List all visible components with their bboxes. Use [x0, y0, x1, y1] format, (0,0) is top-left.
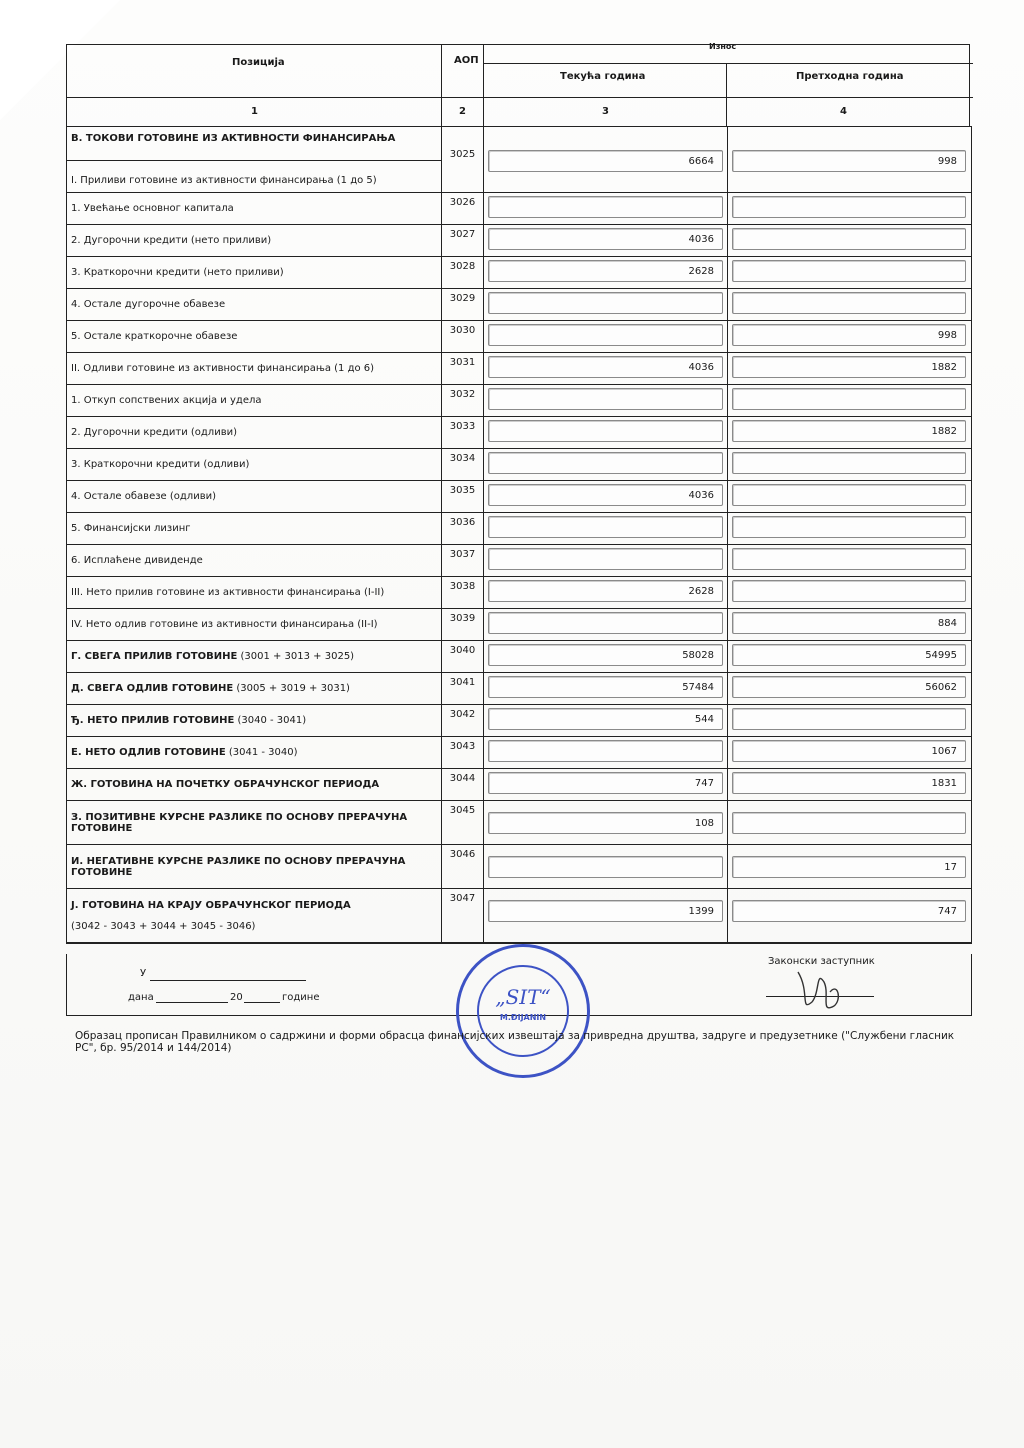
row-label: 1. Увећање основног капитала	[67, 193, 442, 224]
table-row	[67, 641, 971, 673]
aop-code: 3043	[442, 737, 484, 768]
table-row	[67, 353, 971, 385]
table-row	[67, 513, 971, 545]
header-col3: 3	[602, 106, 609, 117]
table-row	[67, 417, 971, 449]
aop-code: 3039	[442, 609, 484, 640]
previous-year-value	[732, 452, 966, 474]
aop-code: 3029	[442, 289, 484, 320]
table-row	[67, 845, 971, 889]
footer-note: Образац прописан Правилником о садржини и форми обрасца финансијских извештаја за привредна друштва, задруге и предузетнике ("Службени гласник РС", бр. 95/2014 и 144/2014)	[75, 1030, 955, 1054]
table-row	[67, 769, 971, 801]
place-line[interactable]	[150, 980, 306, 981]
row-label: 3. Краткорочни кредити (нето приливи)	[67, 257, 442, 288]
table-row	[67, 545, 971, 577]
row-label: Д. СВЕГА ОДЛИВ ГОТОВИНЕ (3005 + 3019 + 3031)	[67, 673, 442, 704]
previous-year-value	[732, 548, 966, 570]
previous-year-value: 17	[732, 856, 966, 878]
current-year-value	[488, 516, 723, 538]
previous-year-value: 998	[732, 150, 966, 172]
current-year-value	[488, 196, 723, 218]
aop-code: 3034	[442, 449, 484, 480]
row-label: 4. Остале обавезе (одливи)	[67, 481, 442, 512]
table-row	[67, 385, 971, 417]
previous-year-value	[732, 292, 966, 314]
row-label: Ђ. НЕТО ПРИЛИВ ГОТОВИНЕ (3040 - 3041)	[67, 705, 442, 736]
current-year-value: 108	[488, 812, 723, 834]
table-row	[67, 257, 971, 289]
current-year-value: 4036	[488, 356, 723, 378]
previous-year-value	[732, 260, 966, 282]
aop-code: 3032	[442, 385, 484, 416]
stamp-city: M.ĐIJANIN	[499, 1013, 547, 1022]
previous-year-value: 1882	[732, 420, 966, 442]
table-row	[67, 127, 971, 193]
row-label: 1. Откуп сопствених акција и удела	[67, 385, 442, 416]
aop-code: 3035	[442, 481, 484, 512]
current-year-value: 544	[488, 708, 723, 730]
header-pozicija: Позиција	[232, 57, 285, 68]
row-label: Е. НЕТО ОДЛИВ ГОТОВИНЕ (3041 - 3040)	[67, 737, 442, 768]
header-col4: 4	[840, 106, 847, 117]
header-tekuca: Текућа година	[560, 71, 646, 82]
aop-code: 3042	[442, 705, 484, 736]
header-prethodna: Претходна година	[796, 71, 904, 82]
previous-year-value	[732, 580, 966, 602]
place-label: У	[140, 968, 147, 979]
aop-code: 3036	[442, 513, 484, 544]
current-year-value	[488, 612, 723, 634]
previous-year-value	[732, 812, 966, 834]
previous-year-value: 1882	[732, 356, 966, 378]
aop-code: 3037	[442, 545, 484, 576]
previous-year-value	[732, 484, 966, 506]
current-year-value: 2628	[488, 260, 723, 282]
legal-representative-label: Законски заступник	[768, 956, 875, 967]
handwritten-signature	[790, 962, 850, 1018]
section-title: В. ТОКОВИ ГОТОВИНЕ ИЗ АКТИВНОСТИ ФИНАНСИРАЊА	[67, 127, 441, 161]
table-row	[67, 193, 971, 225]
previous-year-value: 884	[732, 612, 966, 634]
table-row	[67, 609, 971, 641]
aop-code: 3045	[442, 801, 484, 844]
aop-code: 3027	[442, 225, 484, 256]
table-row	[67, 225, 971, 257]
company-stamp	[456, 944, 590, 1078]
current-year-value: 58028	[488, 644, 723, 666]
row-label: Ј. ГОТОВИНА НА КРАЈУ ОБРАЧУНСКОГ ПЕРИОДА (3042 - 3043 + 3044 + 3045 - 3046)	[67, 889, 442, 942]
aop-code: 3044	[442, 769, 484, 800]
aop-code: 3025	[442, 127, 484, 192]
aop-code: 3026	[442, 193, 484, 224]
aop-code: 3046	[442, 845, 484, 888]
previous-year-value: 1067	[732, 740, 966, 762]
row-label: З. ПОЗИТИВНЕ КУРСНЕ РАЗЛИКЕ ПО ОСНОВУ ПРЕРАЧУНА ГОТОВИНЕ	[67, 801, 442, 844]
previous-year-value	[732, 388, 966, 410]
previous-year-value: 1831	[732, 772, 966, 794]
previous-year-value	[732, 708, 966, 730]
current-year-value: 57484	[488, 676, 723, 698]
cash-flow-form	[66, 44, 972, 1448]
current-year-value: 1399	[488, 900, 723, 922]
current-year-value	[488, 292, 723, 314]
row-label: В. ТОКОВИ ГОТОВИНЕ ИЗ АКТИВНОСТИ ФИНАНСИРАЊА I. Приливи готовине из активности финансирања (1 до 5)	[67, 127, 442, 192]
table-row	[67, 577, 971, 609]
current-year-value	[488, 420, 723, 442]
table-row	[67, 889, 971, 943]
table-row	[67, 673, 971, 705]
row-label: 4. Остале дугорочне обавезе	[67, 289, 442, 320]
row-label: И. НЕГАТИВНЕ КУРСНЕ РАЗЛИКЕ ПО ОСНОВУ ПРЕРАЧУНА ГОТОВИНЕ	[67, 845, 442, 888]
date-line[interactable]	[156, 1002, 228, 1003]
row-label: 5. Остале краткорочне обавезе	[67, 321, 442, 352]
data-table	[66, 126, 972, 944]
row-label: 3. Краткорочни кредити (одливи)	[67, 449, 442, 480]
stamp-name: „SIT“	[495, 985, 551, 1009]
table-row	[67, 289, 971, 321]
row-label: 6. Исплаћене дивиденде	[67, 545, 442, 576]
aop-code: 3047	[442, 889, 484, 942]
previous-year-value: 747	[732, 900, 966, 922]
table-header	[66, 44, 970, 126]
year-line[interactable]	[244, 1002, 280, 1003]
row-label: IV. Нето одлив готовине из активности финансирања (II-I)	[67, 609, 442, 640]
previous-year-value: 998	[732, 324, 966, 346]
date-label: дана	[128, 992, 154, 1003]
header-col2: 2	[459, 106, 466, 117]
current-year-value	[488, 740, 723, 762]
current-year-value	[488, 324, 723, 346]
row-label: 2. Дугорочни кредити (одливи)	[67, 417, 442, 448]
previous-year-value	[732, 196, 966, 218]
current-year-value	[488, 856, 723, 878]
current-year-value	[488, 452, 723, 474]
table-row	[67, 321, 971, 353]
current-year-value: 747	[488, 772, 723, 794]
row-label: II. Одливи готовине из активности финансирања (1 до 6)	[67, 353, 442, 384]
previous-year-value: 54995	[732, 644, 966, 666]
row-label: III. Нето прилив готовине из активности финансирања (I-II)	[67, 577, 442, 608]
aop-code: 3033	[442, 417, 484, 448]
current-year-value: 4036	[488, 484, 723, 506]
row-label: 2. Дугорочни кредити (нето приливи)	[67, 225, 442, 256]
row-label: Ж. ГОТОВИНА НА ПОЧЕТКУ ОБРАЧУНСКОГ ПЕРИОДА	[67, 769, 442, 800]
current-year-value: 4036	[488, 228, 723, 250]
current-year-value	[488, 548, 723, 570]
previous-year-value	[732, 516, 966, 538]
table-row	[67, 705, 971, 737]
previous-year-value: 56062	[732, 676, 966, 698]
row-label: 5. Финансијски лизинг	[67, 513, 442, 544]
previous-year-value	[732, 228, 966, 250]
current-year-value: 6664	[488, 150, 723, 172]
aop-code: 3030	[442, 321, 484, 352]
aop-code: 3028	[442, 257, 484, 288]
aop-code: 3031	[442, 353, 484, 384]
header-iznos: Износ	[709, 42, 737, 51]
year-suffix: године	[282, 992, 320, 1003]
table-row	[67, 481, 971, 513]
aop-code: 3041	[442, 673, 484, 704]
table-row	[67, 801, 971, 845]
year-prefix: 20	[230, 992, 243, 1003]
aop-code: 3040	[442, 641, 484, 672]
current-year-value: 2628	[488, 580, 723, 602]
row-label: Г. СВЕГА ПРИЛИВ ГОТОВИНЕ (3001 + 3013 + 3025)	[67, 641, 442, 672]
header-aop: АОП	[454, 55, 479, 66]
aop-code: 3038	[442, 577, 484, 608]
header-col1: 1	[251, 106, 258, 117]
table-row	[67, 449, 971, 481]
table-row	[67, 737, 971, 769]
current-year-value	[488, 388, 723, 410]
